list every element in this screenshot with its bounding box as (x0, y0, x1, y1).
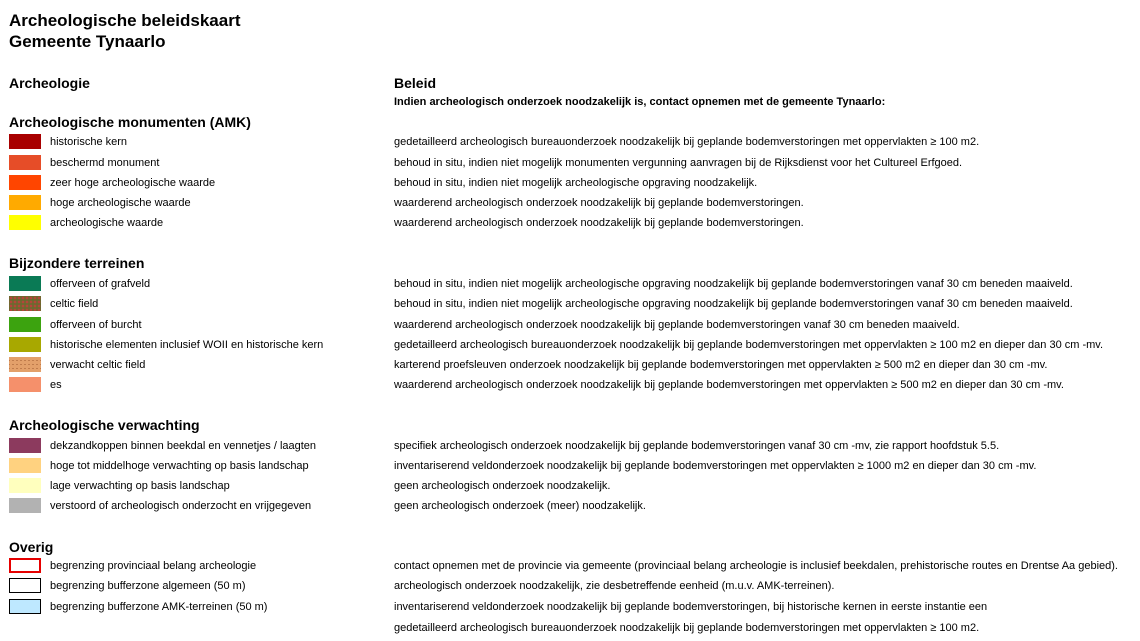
policy-text: contact opnemen met de provincie via gemeente (provinciaal belang archeologie is inclusief beekdalen, prehistorische routes en Drentse Aa gebied). (394, 560, 1118, 572)
legend-swatch (9, 458, 41, 473)
policy-text: geen archeologisch onderzoek (meer) noodzakelijk. (394, 500, 646, 512)
policy-text: waarderend archeologisch onderzoek noodzakelijk bij geplande bodemverstoringen. (394, 197, 804, 209)
policy-text: behoud in situ, indien niet mogelijk archeologische opgraving noodzakelijk. (394, 177, 758, 189)
legend-swatch (9, 498, 41, 513)
column-heading-archeologie: Archeologie (9, 75, 90, 91)
intro-text: Indien archeologisch onderzoek noodzakelijk is, contact opnemen met de gemeente Tynaarlo: (394, 96, 886, 108)
legend-label: verstoord of archeologisch onderzocht en vrijgegeven (50, 500, 312, 512)
legend-label: lage verwachting op basis landschap (50, 480, 230, 492)
legend-label: verwacht celtic field (50, 359, 146, 371)
legend-label: es (50, 379, 62, 391)
policy-text: behoud in situ, indien niet mogelijk archeologische opgraving noodzakelijk bij geplande bodemverstoringen vanaf 30 cm beneden maaiveld. (394, 278, 1073, 290)
legend-label: begrenzing bufferzone AMK-terreinen (50 m) (50, 601, 268, 613)
policy-text: inventariserend veldonderzoek noodzakelijk bij geplande bodemverstoringen met oppervlakten ≥ 1000 m2 en dieper dan 30 cm -mv. (394, 460, 1037, 472)
policy-text: gedetailleerd archeologisch bureauonderzoek noodzakelijk bij geplande bodemverstoringen met oppervlakten ≥ 100 m2 en dieper dan 30 cm -mv. (394, 339, 1104, 351)
section-title-archeologische-verwachting: Archeologische verwachting (9, 417, 200, 433)
legend-label: celtic field (50, 298, 99, 310)
legend-label: historische elementen inclusief WOII en historische kern (50, 339, 324, 351)
legend-label: dekzandkoppen binnen beekdal en vennetjes / laagten (50, 440, 317, 452)
legend-label: hoge archeologische waarde (50, 197, 191, 209)
legend-swatch (9, 276, 41, 291)
policy-text: waarderend archeologisch onderzoek noodzakelijk bij geplande bodemverstoringen vanaf 30 cm beneden maaiveld. (394, 319, 960, 331)
legend-swatch (9, 134, 41, 149)
legend-swatch (9, 578, 41, 593)
policy-text: inventariserend veldonderzoek noodzakelijk bij geplande bodemverstoringen, bij historische kernen in eerste instantie een (394, 601, 988, 613)
legend-label: hoge tot middelhoge verwachting op basis landschap (50, 460, 309, 472)
legend-label: begrenzing bufferzone algemeen (50 m) (50, 580, 246, 592)
column-heading-beleid: Beleid (394, 75, 437, 91)
section-title-amk: Archeologische monumenten (AMK) (9, 114, 251, 130)
legend-swatch (9, 175, 41, 190)
policy-text-continued: gedetailleerd archeologisch bureauonderzoek noodzakelijk bij geplande bodemverstoringen met oppervlakten ≥ 100 m2. (394, 622, 980, 634)
legend-swatch (9, 478, 41, 493)
legend-swatch (9, 438, 41, 453)
page-title: Archeologische beleidskaart (9, 11, 241, 30)
legend-swatch (9, 337, 41, 352)
policy-text: geen archeologisch onderzoek noodzakelijk. (394, 480, 611, 492)
legend-swatch (9, 377, 41, 392)
legend-label: begrenzing provinciaal belang archeologie (50, 560, 257, 572)
legend-swatch (9, 558, 41, 573)
legend-swatch (9, 317, 41, 332)
legend-swatch (9, 599, 41, 614)
policy-text: karterend proefsleuven onderzoek noodzakelijk bij geplande bodemverstoringen met oppervlakten ≥ 500 m2 en dieper dan 30 cm -mv. (394, 359, 1048, 371)
legend-label: beschermd monument (50, 157, 160, 169)
legend-swatch (9, 155, 41, 170)
legend-label: historische kern (50, 136, 128, 148)
legend-label: offerveen of burcht (50, 319, 142, 331)
legend-label: zeer hoge archeologische waarde (50, 177, 216, 189)
policy-text: behoud in situ, indien niet mogelijk archeologische opgraving noodzakelijk bij geplande bodemverstoringen vanaf 30 cm beneden maaiveld. (394, 298, 1073, 310)
policy-text: archeologisch onderzoek noodzakelijk, zie desbetreffende eenheid (m.u.v. AMK-terreinen). (394, 580, 835, 592)
legend-label: offerveen of grafveld (50, 278, 151, 290)
legend-swatch (9, 357, 41, 372)
policy-text: gedetailleerd archeologisch bureauonderzoek noodzakelijk bij geplande bodemverstoringen met oppervlakten ≥ 100 m2. (394, 136, 980, 148)
policy-text: specifiek archeologisch onderzoek noodzakelijk bij geplande bodemverstoringen vanaf 30 cm -mv, zie rapport hoofdstuk 5.5. (394, 440, 1000, 452)
section-title-overig: Overig (9, 539, 54, 555)
legend-swatch (9, 215, 41, 230)
legend-swatch (9, 296, 41, 311)
policy-text: waarderend archeologisch onderzoek noodzakelijk bij geplande bodemverstoringen. (394, 217, 804, 229)
policy-text: behoud in situ, indien niet mogelijk monumenten vergunning aanvragen bij de Rijksdienst voor het Cultureel Erfgoed. (394, 157, 963, 169)
legend-label: archeologische waarde (50, 217, 164, 229)
legend-swatch (9, 195, 41, 210)
policy-text: waarderend archeologisch onderzoek noodzakelijk bij geplande bodemverstoringen met oppervlakten ≥ 500 m2 en dieper dan 30 cm -mv. (394, 379, 1064, 391)
page-subtitle: Gemeente Tynaarlo (9, 32, 166, 51)
section-title-bijzondere-terreinen: Bijzondere terreinen (9, 255, 145, 271)
